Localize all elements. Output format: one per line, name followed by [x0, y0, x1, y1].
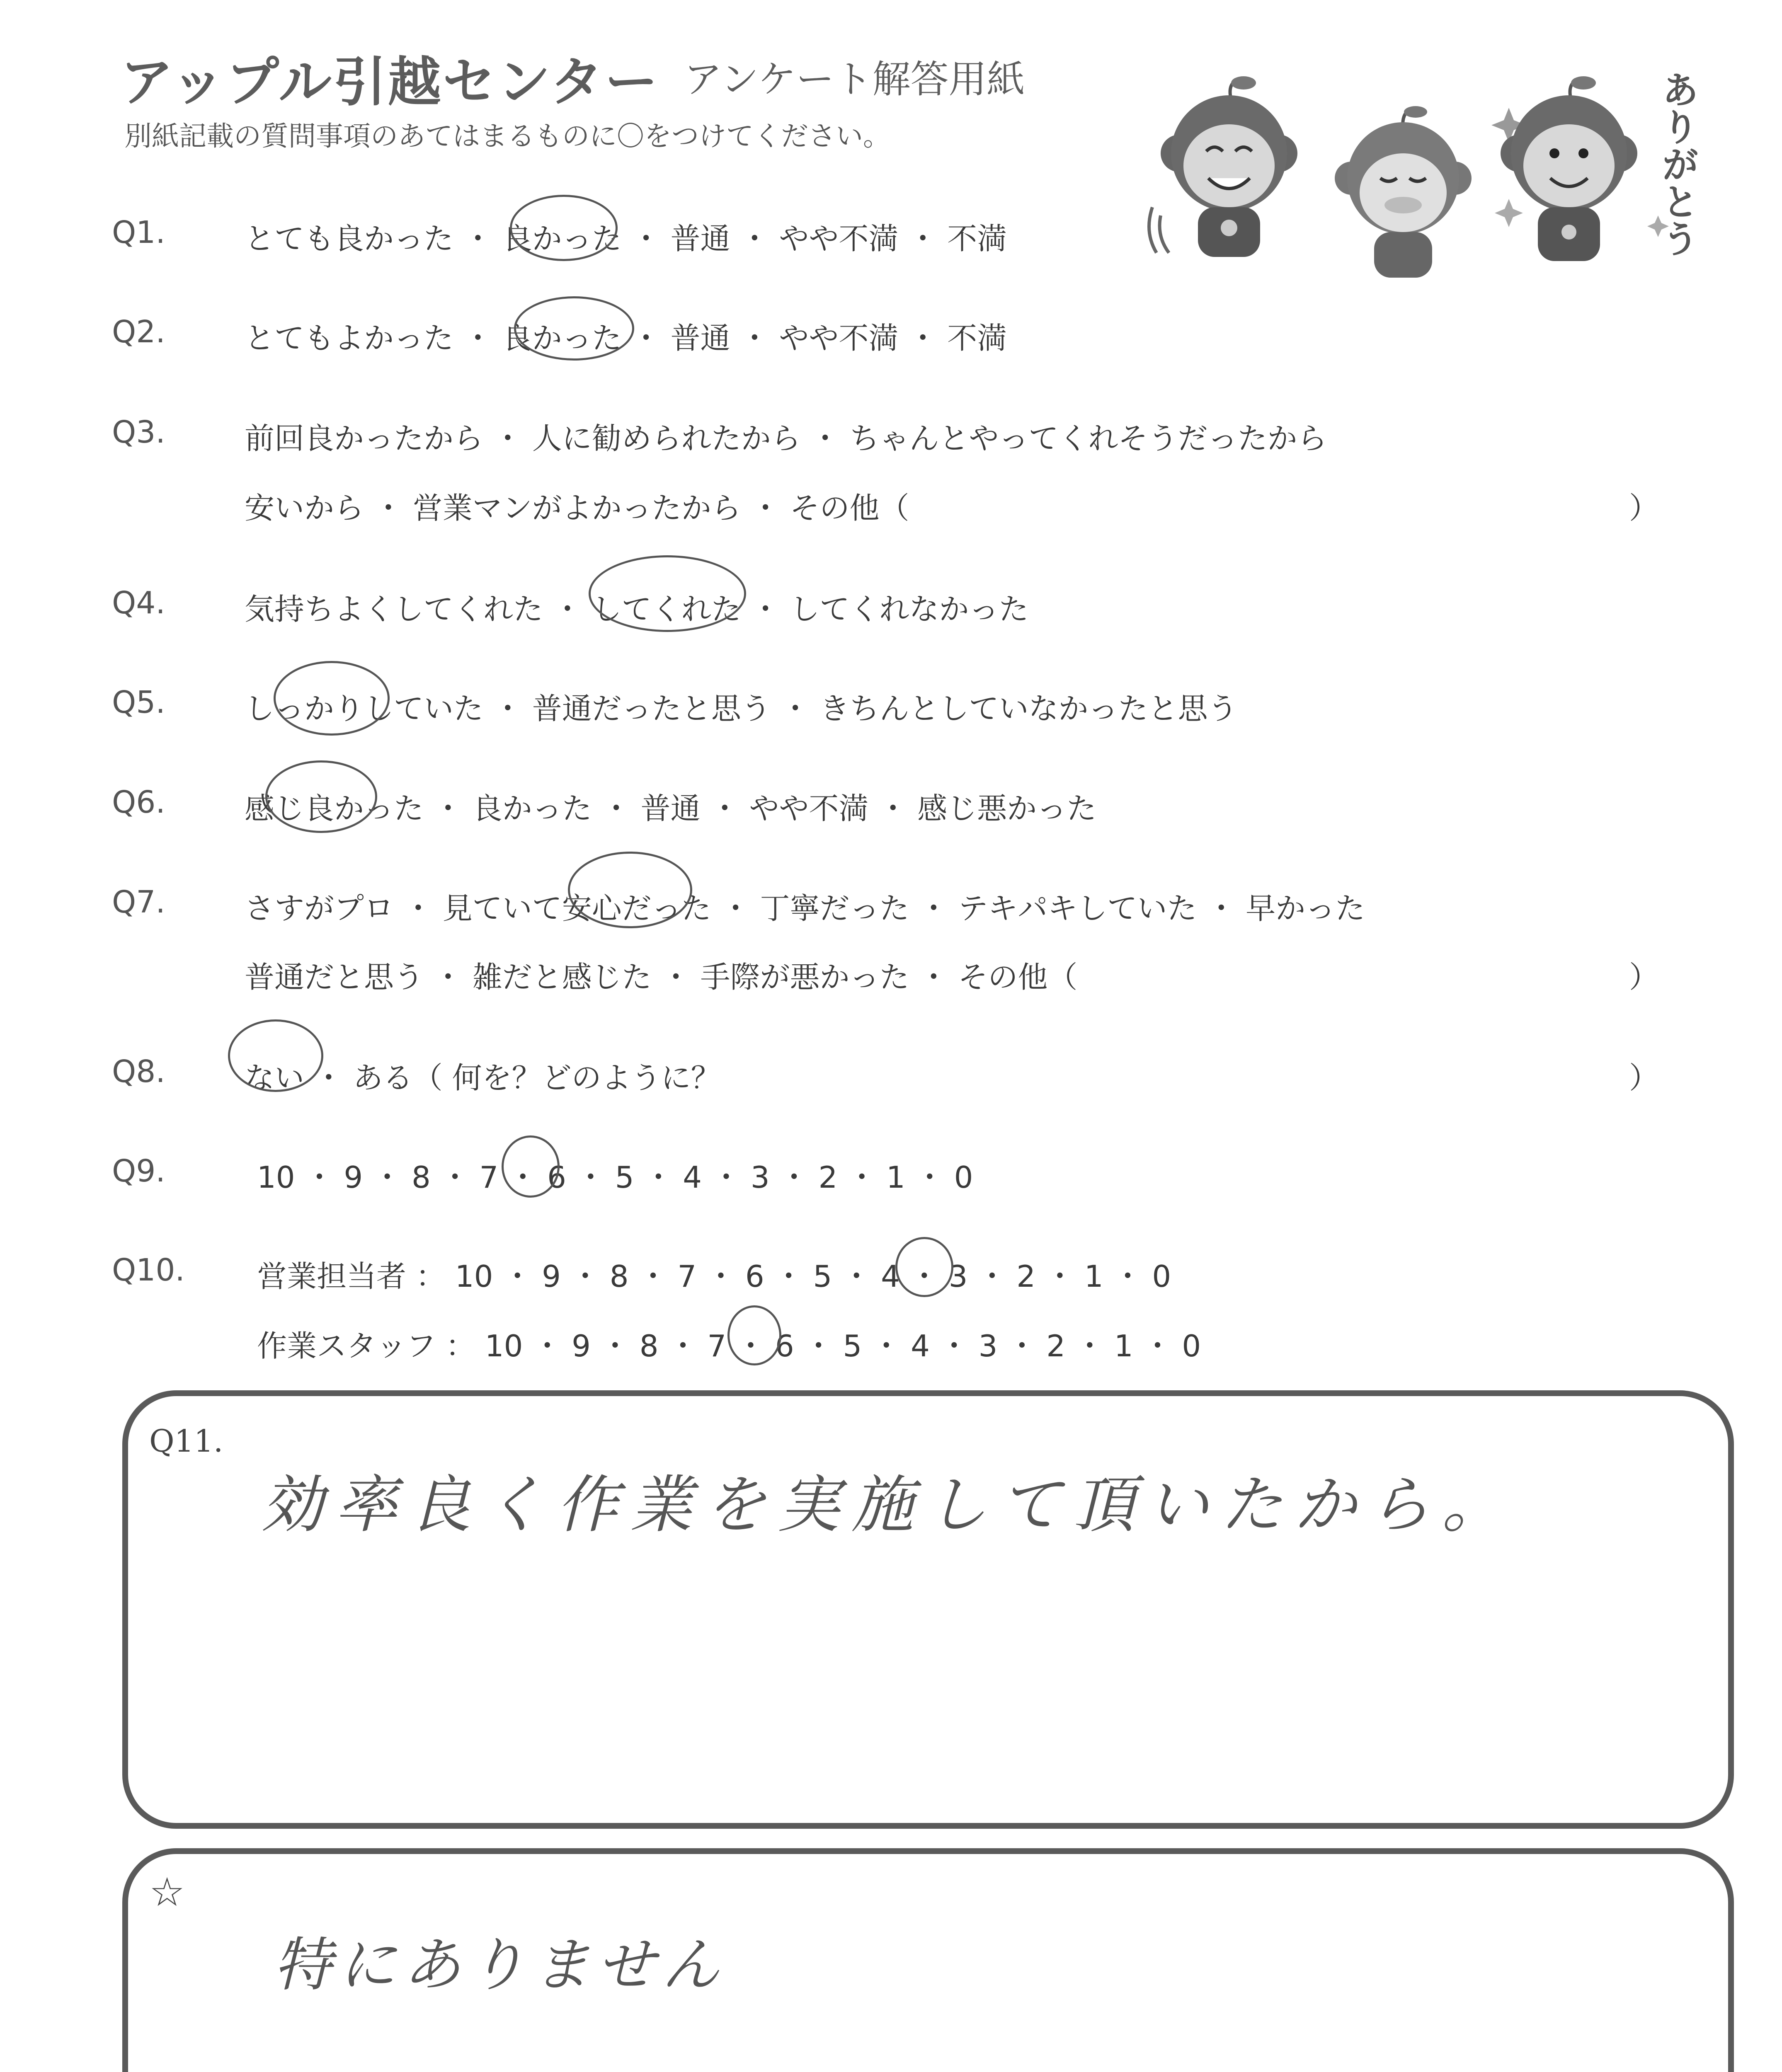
q8-number: Q8. — [112, 1054, 165, 1089]
form-title: アンケート解答用紙 — [684, 57, 1025, 102]
q4-options: 気持ちよくしてくれた ・ してくれた ・ してくれなかった — [245, 592, 1029, 627]
q2-selection-circle — [514, 296, 634, 361]
q8-selection-circle — [228, 1019, 323, 1092]
q10-sales-scale: 営業担当者 ： 10 ・ 9 ・ 8 ・ 7 ・ 6 ・ 5 ・ 4 ・ 3 ・ 2 ・ 1 ・ 0 — [257, 1259, 1171, 1294]
instruction-text: 別紙記載の質問事項のあてはまるものに〇をつけてください。 — [124, 120, 890, 152]
q4-number: Q4. — [112, 585, 165, 621]
q5-selection-circle — [274, 661, 390, 736]
q11-handwritten-answer: 効率良く作業を実施して頂いたから。 — [261, 1469, 1516, 1541]
q3-close-paren: ） — [1629, 491, 1659, 525]
q6-number: Q6. — [112, 784, 165, 820]
q7-options-line2: 普通だと思う ・ 雑だと感じた ・ 手際が悪かった ・ その他（ — [245, 960, 1078, 995]
q9-scale: 10 ・ 9 ・ 8 ・ 7 ・ 6 ・ 5 ・ 4 ・ 3 ・ 2 ・ 1 ・ 0 — [257, 1160, 973, 1195]
q4-selection-circle — [589, 555, 746, 632]
q7-options-line1: さすがプロ ・ 見ていて安心だった ・ 丁寧だった ・ テキパキしていた ・ 早かった — [245, 891, 1365, 926]
q10-staff-scale: 作業スタッフ ： 10 ・ 9 ・ 8 ・ 7 ・ 6 ・ 5 ・ 4 ・ 3 ・ 2 ・ 1 ・ 0 — [257, 1329, 1201, 1363]
thanks-text: ありがとう — [1655, 70, 1699, 257]
q8-close-paren: ） — [1629, 1060, 1659, 1095]
q2-options: とてもよかった ・ 良かった ・ 普通 ・ やや不満 ・ 不満 — [245, 321, 1007, 356]
q9-number: Q9. — [112, 1153, 165, 1189]
q11-label: Q11. — [149, 1423, 223, 1459]
q10-staff-selection-circle — [727, 1305, 781, 1365]
q3-options-line1: 前回良かったから ・ 人に勧められたから ・ ちゃんとやってくれそうだったから — [245, 421, 1327, 456]
q1-options: とても良かった ・ 良かった ・ 普通 ・ やや不満 ・ 不満 — [245, 221, 1007, 256]
company-title: アップル引越センター — [120, 51, 659, 113]
q7-close-paren: ） — [1629, 960, 1659, 995]
q10-sales-selection-circle — [895, 1237, 953, 1297]
q1-number: Q1. — [112, 215, 165, 250]
q6-selection-circle — [265, 760, 377, 833]
q5-options: しっかりしていた ・ 普通だったと思う ・ きちんとしていなかったと思う — [245, 691, 1238, 726]
q3-options-line2: 安いから ・ 営業マンがよかったから ・ その他（ — [245, 491, 909, 525]
q10-number: Q10. — [112, 1252, 185, 1288]
q7-number: Q7. — [112, 884, 165, 920]
q5-number: Q5. — [112, 685, 165, 720]
q1-selection-circle — [510, 195, 618, 261]
three-monkey-mascots-icon — [1144, 58, 1695, 282]
q3-number: Q3. — [112, 414, 165, 450]
q2-number: Q2. — [112, 314, 165, 350]
star-label: ☆ — [149, 1869, 185, 1915]
q7-selection-circle — [568, 852, 692, 928]
q9-selection-circle — [502, 1135, 560, 1198]
extra-handwritten-answer: 特にありません — [274, 1932, 727, 1999]
q6-options: 感じ良かった ・ 良かった ・ 普通 ・ やや不満 ・ 感じ悪かった — [245, 791, 1097, 826]
q8-options: ない ・ ある（ 何を？どのように？ — [245, 1060, 721, 1095]
